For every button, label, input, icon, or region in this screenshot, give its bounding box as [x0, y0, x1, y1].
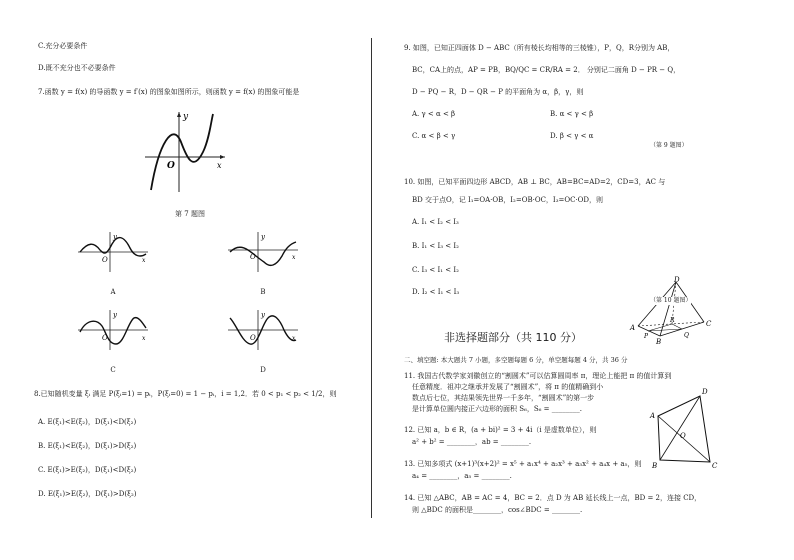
q8-option-d[interactable]: D. E(ξ₁)>E(ξ₂)，D(ξ₁)>D(ξ₂) [38, 490, 137, 498]
svg-text:y: y [261, 233, 265, 241]
svg-text:O: O [102, 334, 108, 342]
svg-text:x: x [292, 335, 296, 342]
q9-option-b[interactable]: B. α < γ < β [550, 110, 594, 118]
q10-option-a[interactable]: A. I₁ < I₂ < I₃ [412, 218, 459, 226]
right-column [374, 0, 794, 560]
q7-main-graph [145, 112, 225, 192]
q9-line-3: D − PQ − R，D − QR − P 的平面角为 α，β，γ，则 [412, 88, 584, 96]
svg-text:y: y [113, 233, 117, 241]
q6-option-d: D.既不充分也不必要条件 [38, 64, 116, 72]
svg-text:y: y [261, 311, 265, 319]
q13-line-2[interactable]: a₄ = ________，a₅ = ________. [412, 472, 512, 480]
left-column [0, 0, 372, 560]
q7-option-d-label[interactable]: D [260, 366, 266, 374]
fill-in-intro: 二、填空题: 本大题共 7 小题，多空题每题 6 分，单空题每题 4 分，共 36 分 [404, 356, 628, 364]
svg-text:D: D [674, 276, 680, 284]
q8-option-a[interactable]: A. E(ξ₁)<E(ξ₂)，D(ξ₁)<D(ξ₂) [38, 418, 137, 426]
svg-text:Q: Q [684, 332, 689, 339]
svg-text:B: B [656, 338, 662, 346]
q7-option-a-label[interactable]: A [110, 288, 116, 296]
q7-option-a-graph [78, 232, 148, 272]
svg-text:O: O [680, 432, 686, 440]
q10-line-2: BD 交于点O，记 I₁=OA·OB，I₂=OB·OC，I₃=OC·OD，则 [412, 196, 604, 204]
q13-line-1: 13. 已知多项式 (x+1)³(x+2)² = x⁵ + a₁x⁴ + a₂x³ + a₃x² + a₄x + a₅，则 [404, 460, 642, 468]
svg-text:x: x [142, 257, 146, 264]
q9-line-1: 9. 如图，已知正四面体 D − ABC（所有棱长均相等的三棱锥），P，Q，R分别为 AB， [404, 44, 675, 52]
q8-stem: 8.已知随机变量 ξᵢ 满足 P(ξᵢ=1) = pᵢ，P(ξᵢ=0) = 1 − pᵢ，i = 1,2．若 0 < p₁ < p₂ < 1/2，则 [34, 390, 337, 398]
svg-text:A: A [650, 412, 656, 420]
svg-text:x: x [292, 254, 296, 261]
q7-figure-caption: 第 7 题图 [175, 210, 205, 218]
q12-line-1: 12. 已知 a，b ∈ R，(a + bi)² = 3 + 4i（i 是虚数单位），则 [404, 426, 597, 434]
q9-line-2: BC，CA上的点，AP = PB，BQ/QC = CR/RA = 2． 分别记二面角 D − PR − Q， [412, 66, 681, 74]
q10-figure-caption: （第 10 题图） [650, 297, 692, 304]
q7-origin: O [167, 161, 175, 171]
svg-text:O: O [250, 334, 256, 342]
q11-line-3: 数点后七位，其结果领先世界一千多年，“割圆术”的第一步 [412, 394, 595, 402]
q7-option-b-graph [228, 232, 298, 272]
q11-line-1: 11. 我国古代数学家刘徽创立的“割圆术”可以估算圆周率 π，理论上能把 π 的值计算到 [404, 372, 672, 380]
q14-line-1: 14. 已知 △ABC，AB = AC = 4，BC = 2．点 D 为 AB 延长线上一点，BD = 2，连接 CD， [404, 494, 702, 502]
q7-axis-y: y [183, 112, 189, 122]
q14-line-2[interactable]: 则 △BDC 的面积是________，cos∠BDC = ________. [412, 506, 583, 514]
q7-axis-x: x [217, 161, 222, 170]
svg-text:C: C [712, 462, 718, 470]
svg-text:C: C [706, 320, 712, 328]
q10-option-d[interactable]: D. I₂ < I₁ < I₃ [412, 288, 460, 296]
q9-option-c[interactable]: C. α < β < γ [412, 132, 456, 140]
q10-line-1: 10. 如图，已知平面四边形 ABCD，AB ⊥ BC，AB=BC=AD=2，CD=3，AC 与 [404, 178, 666, 186]
q11-line-4[interactable]: 是计算单位圆内接正六边形的面积 S₆，S₆ = ________. [412, 405, 582, 413]
q9-figure-caption: （第 9 题图） [650, 142, 688, 149]
q9-tetrahedron-figure [630, 276, 720, 346]
q8-option-b[interactable]: B. E(ξ₁)<E(ξ₂)，D(ξ₁)>D(ξ₂) [38, 442, 137, 450]
svg-text:D: D [702, 388, 708, 396]
q6-option-c: C.充分必要条件 [38, 42, 88, 50]
q7-option-c-graph [78, 310, 148, 350]
svg-text:P: P [644, 333, 649, 340]
q7-stem: 7.函数 y = f(x) 的导函数 y = f′(x) 的图象如图所示，则函数 y = f(x) 的图象可能是 [38, 88, 300, 96]
svg-text:y: y [113, 311, 117, 319]
q8-option-c[interactable]: C. E(ξ₁)>E(ξ₂)，D(ξ₁)<D(ξ₂) [38, 466, 137, 474]
q7-option-d-graph [228, 310, 298, 350]
q12-line-2[interactable]: a² + b² = ________，ab = ________. [412, 438, 532, 446]
svg-text:A: A [630, 324, 636, 332]
q7-option-b-label[interactable]: B [260, 288, 266, 296]
section-title: 非选择题部分（共 110 分） [444, 331, 582, 344]
q9-option-a[interactable]: A. γ < α < β [412, 110, 456, 118]
svg-text:R: R [670, 317, 675, 324]
q9-option-d[interactable]: D. β < γ < α [550, 132, 594, 140]
q10-option-b[interactable]: B. I₁ < I₃ < I₂ [412, 242, 459, 250]
q7-option-c-label[interactable]: C [110, 366, 116, 374]
svg-text:B: B [652, 462, 658, 470]
q10-quadrilateral-figure [650, 388, 720, 468]
svg-text:O: O [102, 256, 108, 264]
q11-line-2: 任意精度．祖冲之继承并发展了“割圆术”，将 π 的值精确到小 [412, 383, 604, 391]
svg-text:x: x [142, 335, 146, 342]
q10-option-c[interactable]: C. I₃ < I₁ < I₂ [412, 266, 459, 274]
svg-text:O: O [250, 253, 256, 261]
